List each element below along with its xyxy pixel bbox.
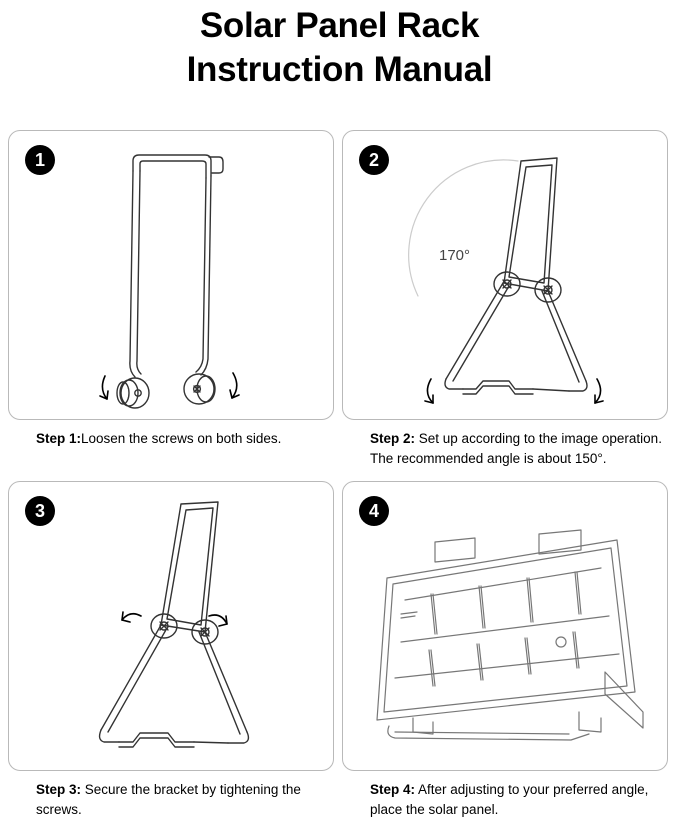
steps-grid [8, 130, 671, 822]
step-figure-3 [8, 481, 334, 771]
step-panel-3 [8, 481, 334, 822]
diagram-panel-on-rack [343, 482, 668, 771]
diagram-rack-folded [9, 131, 334, 420]
step-panel-2 [342, 130, 668, 471]
angle-label-170: 170° [439, 247, 471, 264]
step-caption-text-2: Set up according to the image operation. The recommended angle is about 150°. [370, 431, 662, 467]
step-caption-lead-1: Step 1: [36, 431, 82, 446]
step-caption-lead-4: Step 4: [370, 782, 416, 797]
step-figure-1 [8, 130, 334, 420]
step-number-badge-2: 2 [359, 145, 389, 175]
step-caption-1 [8, 429, 334, 471]
diagram-rack-open-angle [343, 131, 668, 420]
step-panel-1 [8, 130, 334, 471]
step-caption-3 [8, 780, 334, 822]
step-caption-lead-2: Step 2: [370, 431, 416, 446]
diagram-rack-tighten-screws [9, 482, 334, 771]
step-number-badge-4: 4 [359, 496, 389, 526]
page-title [0, 0, 679, 92]
step-caption-2 [342, 429, 668, 471]
step-figure-4 [342, 481, 668, 771]
step-caption-lead-3: Step 3: [36, 782, 82, 797]
title-line-2: Instruction Manual [186, 49, 493, 89]
step-caption-text-3: Secure the bracket by tightening the screws. [36, 782, 301, 818]
step-panel-4 [342, 481, 668, 822]
step-caption-text-1: Loosen the screws on both sides. [81, 431, 282, 446]
step-caption-text-4: After adjusting to your preferred angle, place the solar panel. [370, 782, 649, 818]
step-caption-4 [342, 780, 668, 822]
step-number-badge-1: 1 [25, 145, 55, 175]
title-line-1: Solar Panel Rack [199, 6, 480, 45]
step-number-badge-3: 3 [25, 496, 55, 526]
step-figure-2 [342, 130, 668, 420]
